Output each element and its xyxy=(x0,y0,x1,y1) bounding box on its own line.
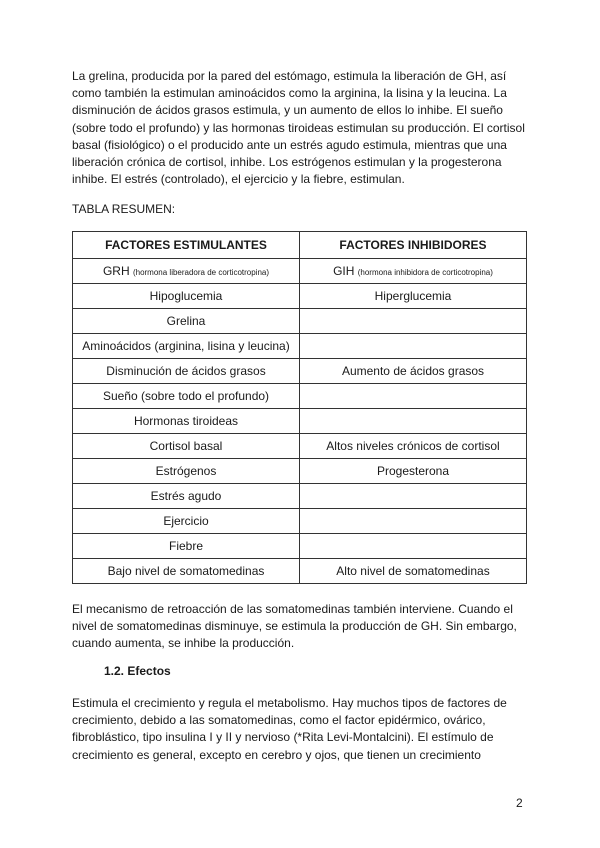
table-cell-inhibiting xyxy=(300,409,527,434)
table-row xyxy=(73,559,527,584)
table-row xyxy=(73,359,527,384)
table-cell-stimulating: Aminoácidos (arginina, lisina y leucina) xyxy=(73,334,300,359)
table-cell-inhibiting xyxy=(300,384,527,409)
table-cell-stimulating: Ejercicio xyxy=(73,509,300,534)
table-cell-stimulating: Bajo nivel de somatomedinas xyxy=(73,559,300,584)
table-row xyxy=(73,409,527,434)
table-cell-stimulating: Hormonas tiroideas xyxy=(73,409,300,434)
header-inhibiting: FACTORES INHIBIDORES xyxy=(300,232,527,259)
table-header-row xyxy=(73,232,527,259)
cell-main-text: GRH xyxy=(102,264,133,278)
table-cell-inhibiting: Alto nivel de somatomedinas xyxy=(300,559,527,584)
table-cell-stimulating: Estrógenos xyxy=(73,459,300,484)
intro-paragraph: La grelina, producida por la pared del estómago, estimula la liberación de GH, así como también la estimulan aminoácidos como la arginina, la lisina y la leucina. La disminución de ácidos grasos estimula, y un aumento de ellos lo inhibe. El sueño (sobre todo el profundo) y las hormonas tiroideas estimulan su producción. El cortisol basal (fisiológico) o el producido ante un estrés agudo estimula, mientras que una liberación crónica de cortisol, inhibe. Los estrógenos estimulan y la progesterona inhibe. El estrés (controlado), el ejercicio y la fiebre, estimulan. xyxy=(72,69,525,187)
table-cell-stimulating: Hipoglucemia xyxy=(73,284,300,309)
table-cell-inhibiting xyxy=(300,259,527,284)
table-cell-inhibiting: Aumento de ácidos grasos xyxy=(300,359,527,384)
table-row xyxy=(73,334,527,359)
table-row xyxy=(73,434,527,459)
table-row xyxy=(73,484,527,509)
table-row xyxy=(73,459,527,484)
section-heading: 1.2. Efectos xyxy=(104,664,171,678)
effects-paragraph: Estimula el crecimiento y regula el metabolismo. Hay muchos tipos de factores de crecimiento, debido a las somatomedinas, como el factor epidérmico, ovárico, fibroblástico, tipo insulina I y II y nervioso (*Rita Levi-Montalcini). El estímulo de crecimiento es general, excepto en cerebro y ojos, que tienen un crecimiento xyxy=(72,696,507,762)
table-label: TABLA RESUMEN: xyxy=(72,202,176,216)
table-cell-inhibiting xyxy=(300,334,527,359)
cell-note: (hormona liberadora de corticotropina) xyxy=(132,268,270,277)
table-row xyxy=(73,309,527,334)
feedback-paragraph: El mecanismo de retroacción de las somatomedinas también interviene. Cuando el nivel de somatomedinas disminuye, se estimula la producción de GH. Sin embargo, cuando aumenta, se inhibe la producción. xyxy=(72,602,517,651)
table-cell-inhibiting xyxy=(300,309,527,334)
table-cell-stimulating: Disminución de ácidos grasos xyxy=(73,359,300,384)
table-cell-inhibiting xyxy=(300,534,527,559)
table-row xyxy=(73,384,527,409)
summary-table xyxy=(72,231,527,584)
table-cell-inhibiting xyxy=(300,509,527,534)
table-cell-stimulating: Cortisol basal xyxy=(73,434,300,459)
table-row xyxy=(73,284,527,309)
page-number: 2 xyxy=(516,796,523,810)
table-row xyxy=(73,534,527,559)
cell-note: (hormona inhibidora de corticotropina) xyxy=(357,268,493,277)
table-cell-inhibiting xyxy=(300,484,527,509)
table-cell-stimulating: Estrés agudo xyxy=(73,484,300,509)
cell-main-text: GIH xyxy=(333,264,358,278)
table-row xyxy=(73,259,527,284)
table-cell-inhibiting: Progesterona xyxy=(300,459,527,484)
table-cell-stimulating xyxy=(73,259,300,284)
table-cell-stimulating: Fiebre xyxy=(73,534,300,559)
table-cell-inhibiting: Hiperglucemia xyxy=(300,284,527,309)
table-cell-inhibiting: Altos niveles crónicos de cortisol xyxy=(300,434,527,459)
table-cell-stimulating: Sueño (sobre todo el profundo) xyxy=(73,384,300,409)
table-row xyxy=(73,509,527,534)
header-stimulating: FACTORES ESTIMULANTES xyxy=(73,232,300,259)
table-cell-stimulating: Grelina xyxy=(73,309,300,334)
